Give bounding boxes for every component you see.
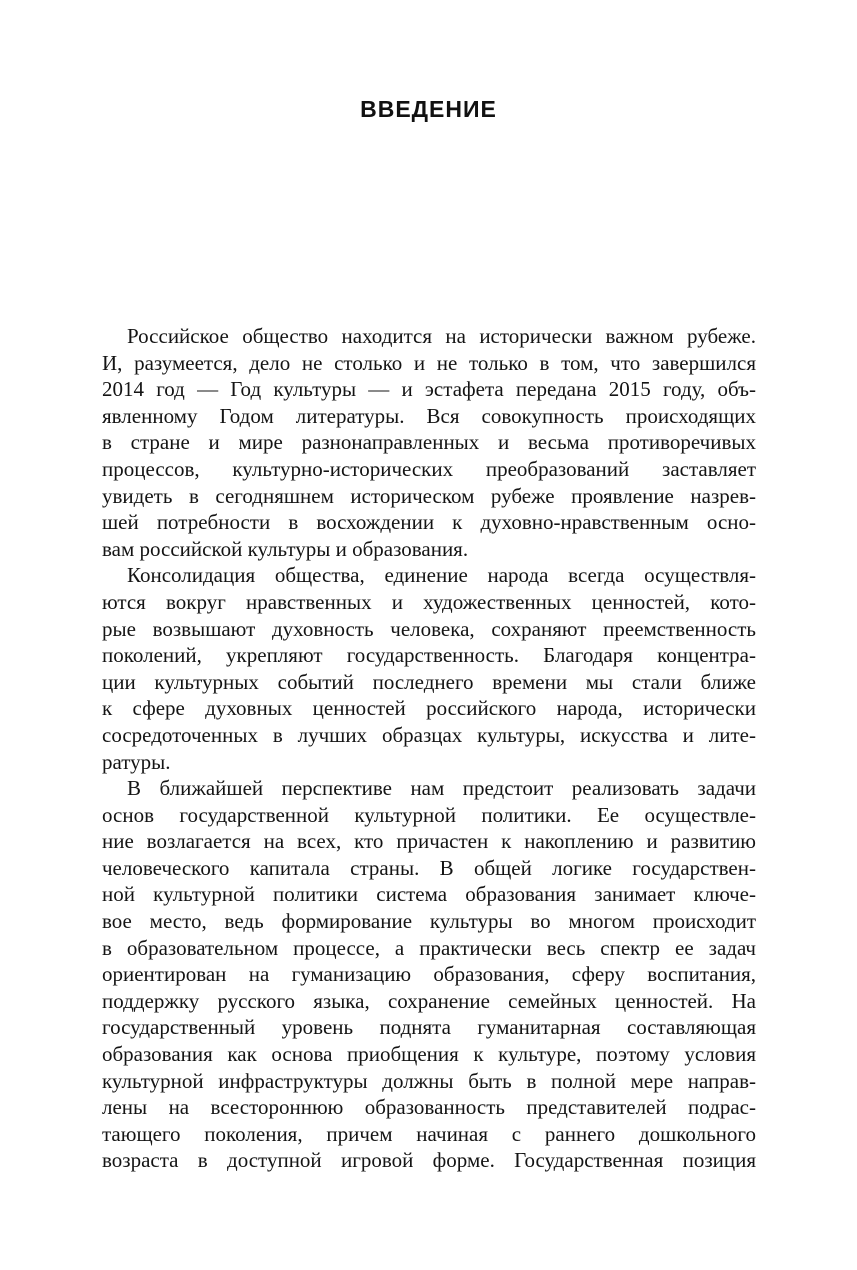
text-line: увидеть в сегодняшнем историческом рубеже проявление назрев- xyxy=(102,483,756,508)
paragraph-1 xyxy=(102,323,756,562)
text-line: рые возвышают духовность человека, сохраняют преемственность xyxy=(102,616,756,641)
text-line: сосредоточенных в лучших образцах культуры, искусства и лите- xyxy=(102,722,756,747)
text-line: лены на всестороннюю образованность представителей подрас- xyxy=(102,1095,756,1120)
text-line: вам российской культуры и образования. xyxy=(102,536,469,561)
text-line: явленному Годом литературы. Вся совокупность происходящих xyxy=(102,403,756,428)
text-line: процессов, культурно-исторических преобразований заставляет xyxy=(102,456,756,481)
text-line: 2014 год — Год культуры — и эстафета передана 2015 году, объ- xyxy=(102,377,756,402)
text-line: в стране и мире разнонаправленных и весьма противоречивых xyxy=(102,430,756,455)
text-line: основ государственной культурной политики. Ее осуществле- xyxy=(102,802,756,827)
text-line: поколений, укрепляют государственность. Благодаря концентра- xyxy=(102,643,756,668)
text-line: ной культурной политики система образования занимает ключе- xyxy=(102,882,756,907)
paragraph-2 xyxy=(102,562,756,775)
text-line: возраста в доступной игровой форме. Государственная позиция xyxy=(102,1148,756,1173)
chapter-heading: ВВЕДЕНИЕ xyxy=(360,96,497,122)
text-line: шей потребности в восхождении к духовно-нравственным осно- xyxy=(102,510,756,535)
text-line: Российское общество находится на исторически важном рубеже. xyxy=(127,324,756,348)
paragraph-3 xyxy=(102,775,756,1174)
text-line: И, разумеется, дело не столько и не только в том, что завершился xyxy=(102,350,756,375)
text-line: вое место, ведь формирование культуры во многом происходит xyxy=(102,909,756,934)
text-line: тающего поколения, причем начиная с раннего дошкольного xyxy=(102,1121,756,1146)
text-line: Консолидация общества, единение народа всегда осуществля- xyxy=(127,563,756,588)
text-line: образования как основа приобщения к культуре, поэтому условия xyxy=(102,1042,756,1067)
text-line: поддержку русского языка, сохранение семейных ценностей. На xyxy=(102,988,756,1013)
text-line: ции культурных событий последнего времени мы стали ближе xyxy=(102,669,756,694)
text-line: человеческого капитала страны. В общей логике государствен- xyxy=(102,855,756,880)
text-line: государственный уровень поднята гуманитарная составляющая xyxy=(102,1015,756,1040)
text-line: ются вокруг нравственных и художественных ценностей, кото- xyxy=(102,589,756,614)
text-line: в образовательном процессе, а практически весь спектр ее задач xyxy=(102,935,756,960)
body-text xyxy=(102,323,756,1174)
text-line: ние возлагается на всех, кто причастен к накоплению и развитию xyxy=(102,829,756,854)
text-line: В ближайшей перспективе нам предстоит реализовать задачи xyxy=(127,776,756,801)
text-line: к сфере духовных ценностей российского народа, исторически xyxy=(102,696,756,721)
text-line: культурной инфраструктуры должны быть в полной мере направ- xyxy=(102,1068,756,1093)
text-line: ориентирован на гуманизацию образования, сферу воспитания, xyxy=(102,962,756,987)
text-line: ратуры. xyxy=(102,749,171,774)
